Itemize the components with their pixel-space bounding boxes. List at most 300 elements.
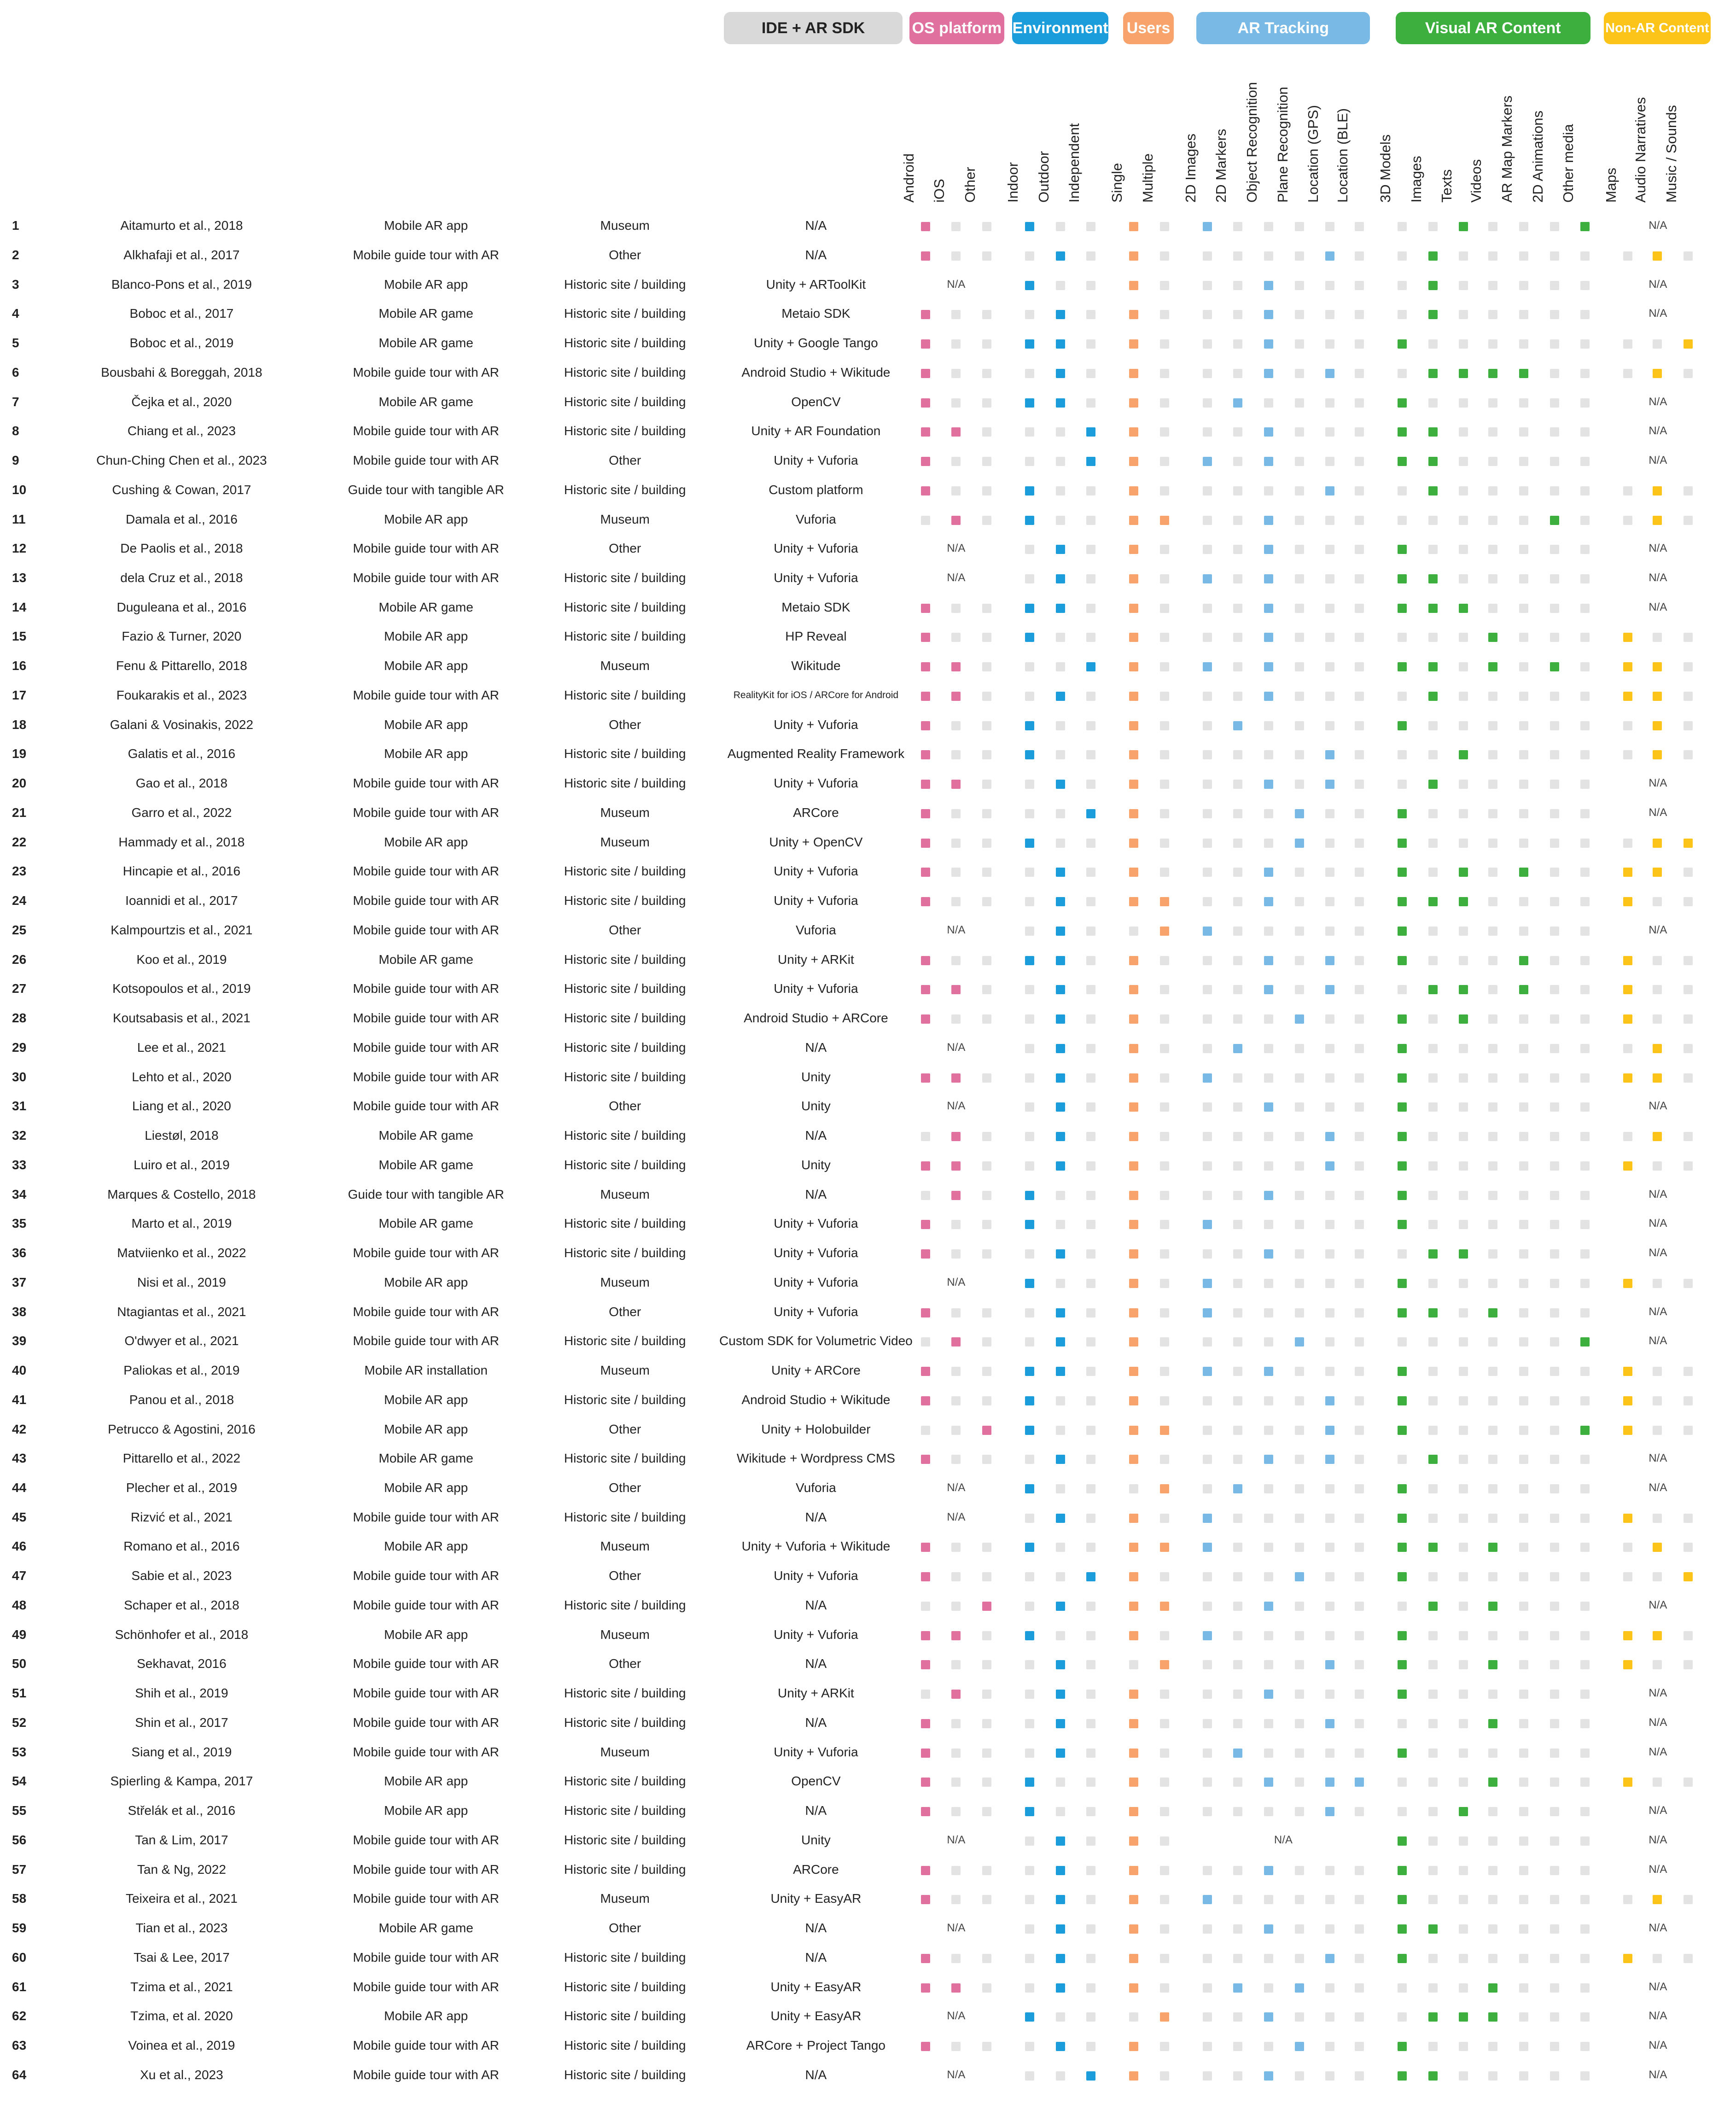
os-marker-off xyxy=(951,1895,961,1904)
visual-marker-off xyxy=(1580,516,1590,525)
track-marker-off xyxy=(1295,281,1304,290)
visual-marker-off xyxy=(1519,398,1528,408)
track-marker-off xyxy=(1233,574,1242,583)
visual-marker-off xyxy=(1488,574,1497,583)
visual-marker-off xyxy=(1550,1631,1559,1640)
visual-marker-off xyxy=(1580,1631,1590,1640)
setting-cell: Historic site / building xyxy=(564,1128,686,1143)
author-cell: De Paolis et al., 2018 xyxy=(120,541,243,556)
users-marker-off xyxy=(1160,1924,1169,1934)
track-marker-on xyxy=(1295,1983,1304,1993)
setting-cell: Museum xyxy=(600,1627,650,1642)
nonar-marker-on xyxy=(1684,339,1693,349)
users-marker-on xyxy=(1160,2012,1169,2022)
author-cell: Sabie et al., 2023 xyxy=(131,1568,232,1583)
setting-cell: Museum xyxy=(600,512,650,526)
setting-cell: Museum xyxy=(600,834,650,849)
env-marker-on xyxy=(1056,310,1065,319)
track-marker-off xyxy=(1203,2012,1212,2022)
column-header-label: Audio Narratives xyxy=(1632,97,1649,203)
visual-marker-on xyxy=(1428,427,1438,437)
visual-marker-off xyxy=(1459,574,1468,583)
visual-marker-off xyxy=(1488,457,1497,466)
table-row xyxy=(0,475,1736,505)
visual-marker-off xyxy=(1519,1426,1528,1435)
track-marker-off xyxy=(1295,750,1304,759)
type-cell: Mobile AR app xyxy=(384,659,468,673)
table-row xyxy=(0,798,1736,828)
visual-marker-off xyxy=(1459,1954,1468,1963)
nonar-na-label: N/A xyxy=(1649,923,1667,936)
author-cell: Foukarakis et al., 2023 xyxy=(116,688,247,702)
visual-marker-off xyxy=(1428,1102,1438,1112)
visual-marker-off xyxy=(1488,897,1497,906)
os-marker-on xyxy=(921,1660,930,1669)
visual-marker-off xyxy=(1488,1044,1497,1053)
author-cell: Tian et al., 2023 xyxy=(135,1921,228,1935)
visual-marker-on xyxy=(1428,692,1438,701)
users-marker-off xyxy=(1160,1690,1169,1699)
author-cell: Cushing & Cowan, 2017 xyxy=(112,482,251,497)
visual-marker-off xyxy=(1398,1602,1407,1611)
nonar-na-label: N/A xyxy=(1649,1980,1667,1993)
os-marker-off xyxy=(982,1073,991,1083)
author-cell: Bousbahi & Boreggah, 2018 xyxy=(101,365,262,379)
visual-marker-on xyxy=(1519,868,1528,877)
os-marker-on xyxy=(921,398,930,408)
env-marker-off xyxy=(1025,809,1034,818)
env-marker-off xyxy=(1025,927,1034,936)
type-cell: Mobile AR game xyxy=(379,1921,473,1935)
column-header-label: Single xyxy=(1109,163,1125,203)
visual-marker-off xyxy=(1519,809,1528,818)
row-number: 32 xyxy=(12,1128,27,1143)
visual-marker-off xyxy=(1428,1044,1438,1053)
track-marker-off xyxy=(1264,1514,1273,1523)
row-number: 9 xyxy=(12,453,19,468)
track-marker-off xyxy=(1295,1044,1304,1053)
env-marker-off xyxy=(1086,897,1095,906)
nonar-na-label: N/A xyxy=(1649,454,1667,467)
setting-cell: Historic site / building xyxy=(564,1862,686,1877)
author-cell: Lee et al., 2021 xyxy=(137,1040,226,1055)
setting-cell: Historic site / building xyxy=(564,1157,686,1172)
ide-sdk-cell: Vuforia xyxy=(796,512,836,526)
users-marker-off xyxy=(1160,457,1169,466)
track-marker-off xyxy=(1203,516,1212,525)
visual-marker-on xyxy=(1488,1543,1497,1552)
table-row xyxy=(0,416,1736,446)
setting-cell: Historic site / building xyxy=(564,2067,686,2082)
track-marker-off xyxy=(1325,1895,1334,1904)
visual-marker-on xyxy=(1398,868,1407,877)
visual-marker-off xyxy=(1398,2012,1407,2022)
track-marker-off xyxy=(1355,1455,1364,1464)
os-na-label: N/A xyxy=(947,1833,966,1846)
visual-marker-on xyxy=(1428,486,1438,495)
os-marker-off xyxy=(921,1337,930,1346)
track-marker-off xyxy=(1325,1749,1334,1758)
visual-marker-off xyxy=(1550,897,1559,906)
table-row xyxy=(0,1708,1736,1737)
visual-marker-off xyxy=(1519,1719,1528,1728)
nonar-na-label: N/A xyxy=(1649,2039,1667,2052)
ide-sdk-cell: Wikitude xyxy=(791,659,841,673)
setting-cell: Historic site / building xyxy=(564,981,686,996)
setting-cell: Historic site / building xyxy=(564,482,686,497)
visual-marker-off xyxy=(1459,1690,1468,1699)
setting-cell: Historic site / building xyxy=(564,365,686,379)
table-row xyxy=(0,1620,1736,1650)
track-marker-off xyxy=(1325,721,1334,730)
setting-cell: Museum xyxy=(600,218,650,233)
track-marker-off xyxy=(1355,1572,1364,1581)
users-marker-on xyxy=(1129,1279,1138,1288)
env-marker-on xyxy=(1056,1954,1065,1963)
users-marker-off xyxy=(1160,1572,1169,1581)
users-marker-on xyxy=(1129,1426,1138,1435)
row-number: 35 xyxy=(12,1216,27,1231)
os-marker-on xyxy=(921,1749,930,1758)
env-marker-off xyxy=(1056,2071,1065,2081)
visual-marker-off xyxy=(1488,1631,1497,1640)
visual-marker-off xyxy=(1459,927,1468,936)
table-row xyxy=(0,1766,1736,1796)
nonar-na-label: N/A xyxy=(1649,1598,1667,1611)
os-marker-off xyxy=(951,868,961,877)
track-marker-off xyxy=(1264,1073,1273,1083)
track-marker-on xyxy=(1325,1660,1334,1669)
track-marker-on xyxy=(1264,2012,1273,2022)
users-marker-off xyxy=(1160,1631,1169,1640)
visual-marker-off xyxy=(1488,956,1497,965)
nonar-marker-off xyxy=(1684,369,1693,378)
track-marker-off xyxy=(1233,2042,1242,2051)
track-marker-off xyxy=(1325,398,1334,408)
env-marker-off xyxy=(1086,1279,1095,1288)
visual-marker-on xyxy=(1428,310,1438,319)
visual-marker-off xyxy=(1550,1719,1559,1728)
visual-marker-off xyxy=(1519,1367,1528,1376)
env-marker-off xyxy=(1025,1161,1034,1171)
visual-marker-off xyxy=(1459,1866,1468,1875)
os-marker-off xyxy=(951,1014,961,1024)
os-marker-on xyxy=(921,662,930,671)
track-marker-off xyxy=(1325,692,1334,701)
env-marker-off xyxy=(1086,1073,1095,1083)
track-marker-on xyxy=(1264,780,1273,789)
users-marker-off xyxy=(1160,1132,1169,1141)
row-number: 20 xyxy=(12,776,27,791)
visual-marker-off xyxy=(1580,1866,1590,1875)
row-number: 64 xyxy=(12,2067,27,2082)
env-marker-off xyxy=(1025,985,1034,994)
users-marker-off xyxy=(1160,1191,1169,1200)
users-marker-off xyxy=(1160,1983,1169,1993)
ide-sdk-cell: Unity + Vuforia xyxy=(774,717,858,732)
env-marker-off xyxy=(1056,222,1065,231)
table-row xyxy=(0,1532,1736,1561)
track-marker-off xyxy=(1264,1308,1273,1317)
visual-marker-on xyxy=(1398,1954,1407,1963)
track-marker-on xyxy=(1325,1807,1334,1816)
track-marker-off xyxy=(1355,1367,1364,1376)
row-number: 10 xyxy=(12,482,27,497)
visual-marker-off xyxy=(1580,398,1590,408)
visual-marker-off xyxy=(1488,281,1497,290)
visual-marker-off xyxy=(1428,1484,1438,1493)
track-marker-off xyxy=(1325,1543,1334,1552)
visual-marker-on xyxy=(1428,1924,1438,1934)
track-marker-off xyxy=(1203,1572,1212,1581)
visual-marker-off xyxy=(1580,985,1590,994)
column-header-label: Location (BLE) xyxy=(1334,108,1351,203)
os-marker-off xyxy=(951,633,961,642)
track-marker-off xyxy=(1203,956,1212,965)
os-marker-on xyxy=(982,1602,991,1611)
type-cell: Mobile AR app xyxy=(384,277,468,291)
track-marker-off xyxy=(1233,310,1242,319)
track-marker-on xyxy=(1233,721,1242,730)
env-marker-off xyxy=(1086,1602,1095,1611)
ide-sdk-cell: Unity + Vuforia xyxy=(774,776,858,791)
track-marker-off xyxy=(1233,251,1242,261)
track-marker-off xyxy=(1233,985,1242,994)
track-marker-off xyxy=(1264,1983,1273,1993)
nonar-marker-off xyxy=(1653,1396,1662,1405)
visual-marker-off xyxy=(1428,1367,1438,1376)
visual-marker-off xyxy=(1459,1426,1468,1435)
os-marker-on xyxy=(982,1426,991,1435)
table-row xyxy=(0,1121,1736,1150)
track-marker-off xyxy=(1295,1455,1304,1464)
nonar-na-label: N/A xyxy=(1649,1922,1667,1935)
visual-marker-on xyxy=(1398,1690,1407,1699)
env-marker-on xyxy=(1056,1073,1065,1083)
track-marker-on xyxy=(1203,662,1212,671)
track-marker-on xyxy=(1295,1572,1304,1581)
type-cell: Mobile guide tour with AR xyxy=(353,1011,499,1026)
nonar-na-label: N/A xyxy=(1649,1305,1667,1318)
visual-marker-off xyxy=(1519,1924,1528,1934)
visual-marker-on xyxy=(1428,985,1438,994)
ide-sdk-cell: Custom platform xyxy=(769,482,863,497)
visual-marker-off xyxy=(1550,251,1559,261)
visual-marker-on xyxy=(1488,1602,1497,1611)
visual-marker-off xyxy=(1459,1367,1468,1376)
env-marker-off xyxy=(1086,1161,1095,1171)
users-marker-off xyxy=(1160,868,1169,877)
track-marker-off xyxy=(1203,1484,1212,1493)
env-marker-off xyxy=(1086,310,1095,319)
visual-marker-off xyxy=(1428,1191,1438,1200)
visual-marker-off xyxy=(1488,721,1497,730)
visual-marker-off xyxy=(1488,1484,1497,1493)
visual-marker-off xyxy=(1398,692,1407,701)
track-marker-off xyxy=(1355,251,1364,261)
os-na-label: N/A xyxy=(947,1922,966,1935)
track-marker-off xyxy=(1355,1631,1364,1640)
visual-marker-off xyxy=(1519,1983,1528,1993)
table-row xyxy=(0,1033,1736,1062)
os-marker-off xyxy=(982,1396,991,1405)
visual-marker-off xyxy=(1459,1602,1468,1611)
nonar-marker-on xyxy=(1623,1367,1632,1376)
track-marker-off xyxy=(1264,398,1273,408)
os-marker-on xyxy=(921,1367,930,1376)
track-marker-off xyxy=(1355,1102,1364,1112)
row-number: 25 xyxy=(12,922,27,937)
users-marker-off xyxy=(1160,1249,1169,1259)
visual-marker-on xyxy=(1398,427,1407,437)
track-marker-on xyxy=(1264,868,1273,877)
track-marker-off xyxy=(1325,1249,1334,1259)
env-marker-off xyxy=(1086,1484,1095,1493)
visual-marker-off xyxy=(1519,1807,1528,1816)
os-marker-off xyxy=(951,369,961,378)
users-marker-on xyxy=(1129,1102,1138,1112)
author-cell: Panou et al., 2018 xyxy=(129,1392,234,1407)
visual-marker-off xyxy=(1550,1249,1559,1259)
env-marker-on xyxy=(1056,1337,1065,1346)
env-marker-off xyxy=(1086,1308,1095,1317)
visual-marker-off xyxy=(1459,1044,1468,1053)
os-na-label: N/A xyxy=(947,1041,966,1054)
visual-marker-off xyxy=(1580,927,1590,936)
table-row xyxy=(0,1796,1736,1825)
visual-marker-off xyxy=(1580,1572,1590,1581)
ide-sdk-cell: Unity + Vuforia xyxy=(774,1627,858,1642)
users-marker-on xyxy=(1129,369,1138,378)
env-marker-on xyxy=(1056,1308,1065,1317)
column-header-label: Location (GPS) xyxy=(1305,105,1322,203)
nonar-na-label: N/A xyxy=(1649,1335,1667,1347)
visual-marker-off xyxy=(1488,222,1497,231)
env-marker-off xyxy=(1086,2042,1095,2051)
ide-sdk-cell: N/A xyxy=(805,1597,827,1612)
visual-marker-off xyxy=(1550,369,1559,378)
table-row xyxy=(0,1356,1736,1385)
visual-marker-off xyxy=(1580,633,1590,642)
visual-marker-off xyxy=(1550,310,1559,319)
track-marker-off xyxy=(1233,1396,1242,1405)
nonar-marker-off xyxy=(1653,985,1662,994)
visual-marker-off xyxy=(1550,1954,1559,1963)
os-marker-on xyxy=(921,692,930,701)
visual-marker-off xyxy=(1580,1044,1590,1053)
type-cell: Mobile guide tour with AR xyxy=(353,2038,499,2053)
track-marker-off xyxy=(1233,1367,1242,1376)
setting-cell: Historic site / building xyxy=(564,952,686,967)
nonar-na-label: N/A xyxy=(1649,1247,1667,1259)
env-marker-off xyxy=(1086,251,1095,261)
os-marker-on xyxy=(951,1631,961,1640)
visual-marker-off xyxy=(1580,457,1590,466)
visual-marker-off xyxy=(1428,956,1438,965)
track-marker-off xyxy=(1355,1954,1364,1963)
track-marker-off xyxy=(1295,457,1304,466)
env-marker-off xyxy=(1025,1337,1034,1346)
visual-marker-off xyxy=(1519,486,1528,495)
visual-marker-on xyxy=(1488,2012,1497,2022)
users-marker-off xyxy=(1160,985,1169,994)
track-marker-off xyxy=(1233,1543,1242,1552)
env-marker-off xyxy=(1025,1836,1034,1846)
env-marker-off xyxy=(1025,1572,1034,1581)
env-marker-off xyxy=(1025,1954,1034,1963)
env-marker-on xyxy=(1086,2071,1095,2081)
visual-marker-on xyxy=(1459,1807,1468,1816)
track-marker-off xyxy=(1295,1161,1304,1171)
visual-marker-on xyxy=(1398,2071,1407,2081)
track-marker-on xyxy=(1203,1279,1212,1288)
visual-marker-off xyxy=(1459,398,1468,408)
visual-marker-off xyxy=(1580,1073,1590,1083)
visual-marker-off xyxy=(1398,985,1407,994)
track-marker-off xyxy=(1355,2071,1364,2081)
nonar-marker-on xyxy=(1653,1132,1662,1141)
setting-cell: Other xyxy=(609,1480,641,1495)
os-marker-on xyxy=(951,780,961,789)
nonar-marker-on xyxy=(1684,839,1693,848)
ide-sdk-cell: Unity + Vuforia xyxy=(774,571,858,585)
visual-marker-off xyxy=(1580,1924,1590,1934)
visual-marker-off xyxy=(1488,398,1497,408)
visual-marker-on xyxy=(1398,1836,1407,1846)
os-marker-off xyxy=(982,339,991,349)
os-na-label: N/A xyxy=(947,1100,966,1113)
track-marker-off xyxy=(1295,1631,1304,1640)
ide-sdk-cell: N/A xyxy=(805,1128,827,1143)
visual-marker-off xyxy=(1459,545,1468,554)
setting-cell: Historic site / building xyxy=(564,1451,686,1466)
visual-marker-off xyxy=(1488,1367,1497,1376)
setting-cell: Other xyxy=(609,717,641,732)
author-cell: Chun-Ching Chen et al., 2023 xyxy=(96,453,267,468)
author-cell: Siang et al., 2019 xyxy=(131,1744,232,1759)
track-marker-off xyxy=(1325,1602,1334,1611)
visual-marker-on xyxy=(1580,1337,1590,1346)
author-cell: Liestøl, 2018 xyxy=(145,1128,219,1143)
visual-marker-off xyxy=(1519,1249,1528,1259)
os-marker-off xyxy=(982,222,991,231)
track-marker-off xyxy=(1355,427,1364,437)
track-marker-off xyxy=(1355,457,1364,466)
ide-sdk-cell: N/A xyxy=(805,1656,827,1671)
track-marker-on xyxy=(1264,1924,1273,1934)
row-number: 56 xyxy=(12,1832,27,1847)
type-cell: Mobile guide tour with AR xyxy=(353,1246,499,1260)
row-number: 3 xyxy=(12,277,19,291)
nonar-marker-on xyxy=(1653,251,1662,261)
env-marker-off xyxy=(1086,486,1095,495)
nonar-marker-off xyxy=(1653,1161,1662,1171)
nonar-marker-off xyxy=(1653,1778,1662,1787)
track-marker-off xyxy=(1355,1014,1364,1024)
column-header-label: Images xyxy=(1408,156,1424,203)
table-row xyxy=(0,710,1736,740)
type-cell: Mobile guide tour with AR xyxy=(353,541,499,556)
track-marker-off xyxy=(1325,281,1334,290)
type-cell: Mobile guide tour with AR xyxy=(353,1832,499,1847)
visual-marker-off xyxy=(1488,516,1497,525)
track-marker-off xyxy=(1355,839,1364,848)
track-marker-off xyxy=(1233,1249,1242,1259)
visual-marker-off xyxy=(1550,1073,1559,1083)
os-marker-off xyxy=(951,1749,961,1758)
os-marker-off xyxy=(951,956,961,965)
visual-marker-off xyxy=(1459,1836,1468,1846)
